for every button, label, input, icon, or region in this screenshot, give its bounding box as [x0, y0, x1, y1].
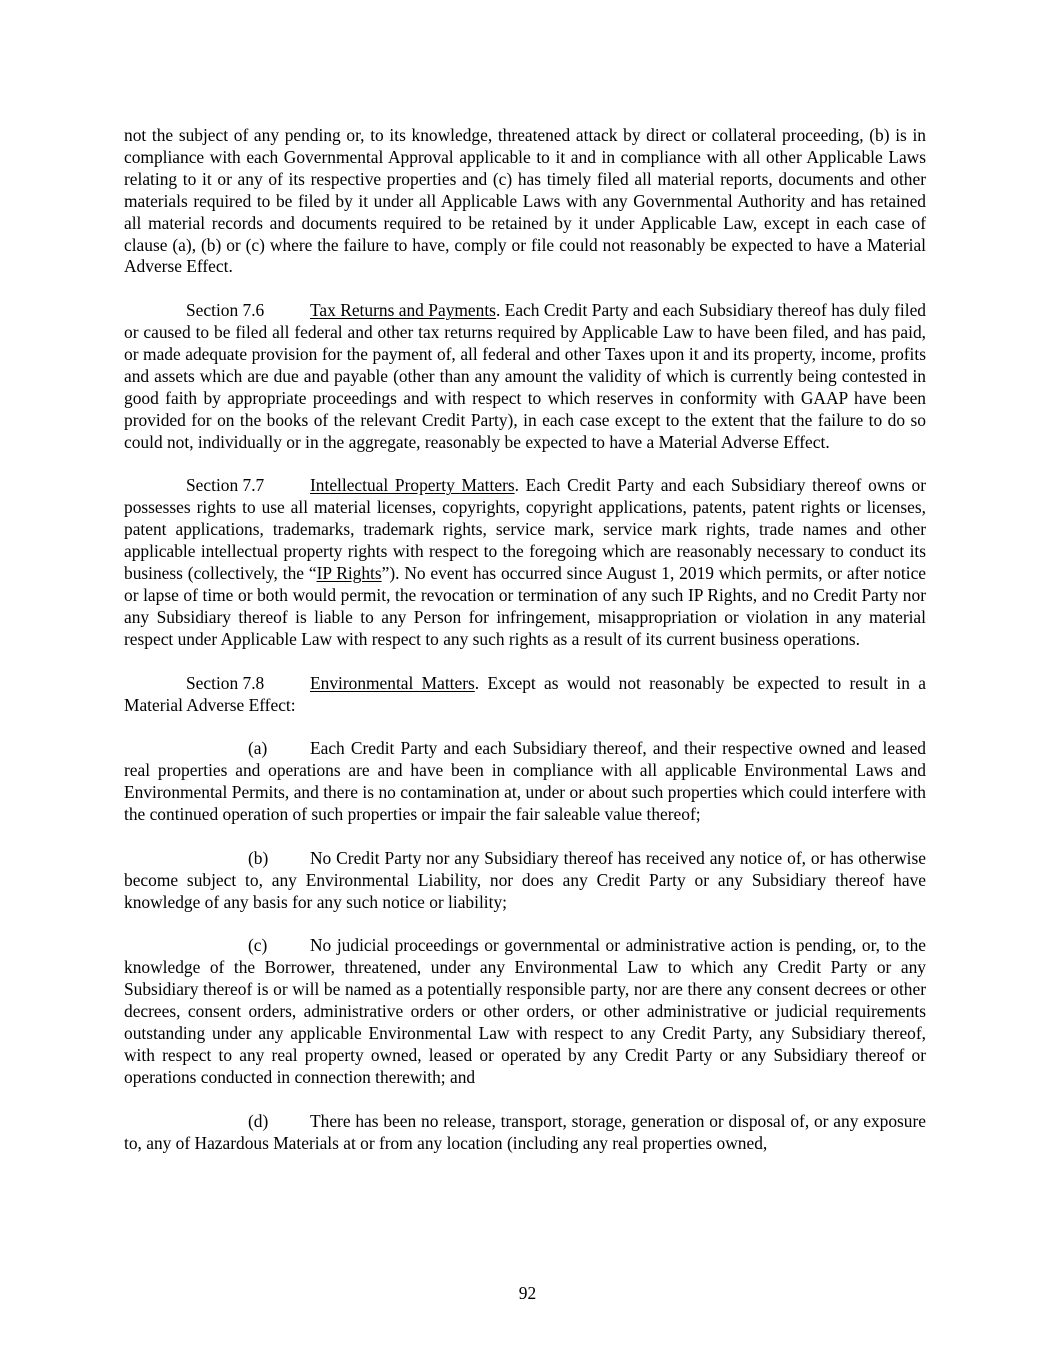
section-text: . Each Credit Party and each Subsidiary thereof owns or possesses rights to use all material licenses, copyrights, copyright applications, patents, patent rights or licenses, patent applications, trademarks, trademark rights, service mark, service mark rights, trade names and other applicable intellectual property rights with respect to the foregoing which are reasonably necessary to conduct its business (collectively, the “ [124, 475, 926, 584]
section-heading: Environmental Matters [310, 672, 475, 693]
section-7-8 [124, 673, 926, 717]
section-7-7 [124, 475, 926, 650]
clause-c [124, 935, 926, 1088]
section-heading: Intellectual Property Matters [310, 475, 515, 496]
document-body [124, 125, 926, 1176]
section-text: . Each Credit Party and each Subsidiary thereof has duly filed or caused to be filed all federal and other tax returns required by Applicable Law to have been filed, and has paid, or made adequate provision for the payment of, all federal and other Taxes upon it and its property, income, profits and assets which are due and payable (other than any amount the validity of which is currently being contested in good faith by appropriate proceedings and with respect to which reserves in conformity with GAAP have been provided for on the books of the relevant Credit Party), in each case except to the extent that the failure to do so could not, individually or in the aggregate, reasonably be expected to have a Material Adverse Effect. [124, 300, 927, 452]
clause-b [124, 848, 926, 914]
section-heading: Tax Returns and Payments [310, 300, 496, 321]
clause-text: Each Credit Party and each Subsidiary thereof, and their respective owned and leased real properties and operations are and have been in compliance with all applicable Environmental Laws and Environmental Permits, and there is no contamination at, under or about such properties which could interfere with the continued operation of such properties or impair the fair saleable value thereof; [124, 738, 926, 825]
paragraph-continuation: not the subject of any pending or, to its knowledge, threatened attack by direct or collateral proceeding, (b) is in compliance with each Governmental Approval applicable to it and in compliance with all other Applicable Laws relating to it or any of its respective properties and (c) has timely filed all material reports, documents and other materials required to be filed by it under all Applicable Laws with any Governmental Authority and has retained all material records and documents required to be retained by it under Applicable Law, except in each case of clause (a), (b) or (c) where the failure to have, comply or file could not reasonably be expected to have a Material Adverse Effect. [124, 125, 926, 277]
section-number: Section 7.6 [186, 300, 265, 321]
section-text-continued: ”). No event has occurred since August 1, 2019 which permits, or after notice or lapse of time or both would permit, the revocation or termination of any such IP Rights, and no Credit Party nor any Subsidiary thereof is liable to any Person for infringement, misappropriation or violation in any material respect under Applicable Law with respect to any such rights as a result of its current business operations. [124, 563, 927, 649]
clause-text: No judicial proceedings or governmental or administrative action is pending, or, to the knowledge of the Borrower, threatened, under any Environmental Law to which any Credit Party or any Subsidiary thereof is or will be named as a potentially responsible party, nor are there any consent decrees or other decrees, consent orders, administrative orders or other orders, or other administrative or judicial requirements outstanding under any applicable Environmental Law with respect to any Credit Party, any Subsidiary thereof, with respect to any real property owned, leased or operated by any Credit Party or any Subsidiary thereof or operations conducted in connection therewith; and [124, 935, 926, 1087]
clause-label: (a) [248, 738, 268, 759]
section-number: Section 7.7 [186, 475, 265, 496]
section-7-6 [124, 300, 926, 453]
clause-text: There has been no release, transport, storage, generation or disposal of, or any exposure to, any of Hazardous Materials at or from any location (including any real properties owned, [124, 1110, 926, 1153]
clause-label: (d) [248, 1110, 269, 1131]
clause-d [124, 1111, 926, 1155]
clause-text: No Credit Party nor any Subsidiary thereof has received any notice of, or has otherwise become subject to, any Environmental Liability, nor does any Credit Party or any Subsidiary thereof have knowledge of any basis for any such notice or liability; [124, 847, 926, 912]
section-number: Section 7.8 [186, 672, 265, 693]
section-text: . Except as would not reasonably be expected to result in a Material Adverse Effect: [124, 672, 926, 715]
clause-label: (c) [248, 935, 268, 956]
page-number: 92 [518, 1283, 537, 1303]
clause-label: (b) [248, 847, 269, 868]
clause-a [124, 738, 926, 826]
defined-term: IP Rights [316, 563, 382, 584]
